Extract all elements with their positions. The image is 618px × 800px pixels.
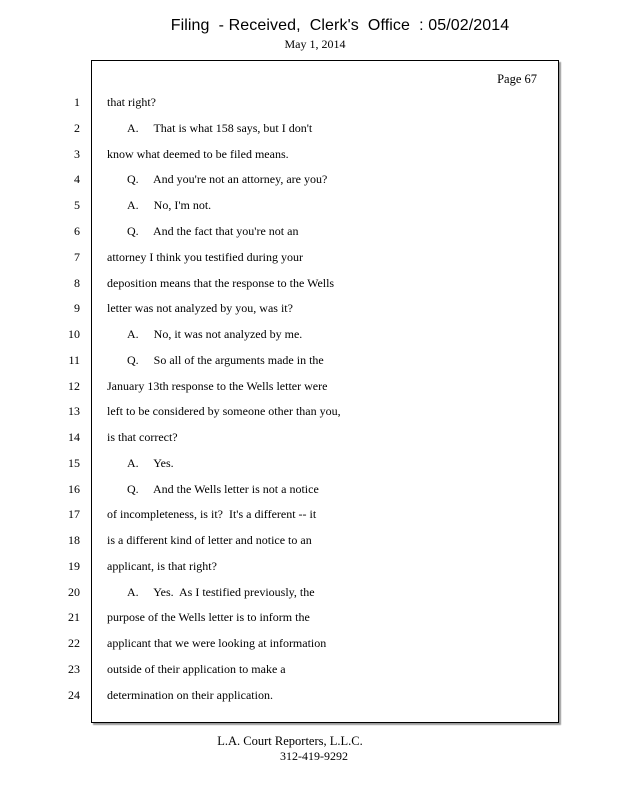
- transcript-line: A. No, it was not analyzed by me.: [127, 327, 303, 341]
- transcript-line: of incompleteness, is it? It's a different -- it: [107, 507, 317, 521]
- transcript-line: attorney I think you testified during your: [107, 250, 303, 264]
- line-number: 2: [74, 121, 80, 135]
- line-number: 14: [68, 430, 80, 444]
- transcript-line: is that correct?: [107, 430, 178, 444]
- transcript-line: A. Yes. As I testified previously, the: [127, 585, 315, 599]
- transcript-line: January 13th response to the Wells letter were: [107, 379, 328, 393]
- transcript-line: applicant, is that right?: [107, 559, 217, 573]
- line-number: 1: [74, 95, 80, 109]
- line-number: 10: [68, 327, 80, 341]
- line-number: 19: [68, 559, 80, 573]
- line-number: 13: [68, 404, 80, 418]
- hearing-date: May 1, 2014: [284, 37, 346, 51]
- line-number: 6: [74, 224, 80, 238]
- line-number: 22: [68, 636, 80, 650]
- reporter-company: L.A. Court Reporters, L.L.C.: [217, 734, 363, 748]
- line-number: 24: [68, 688, 80, 702]
- line-number: 11: [68, 353, 80, 367]
- transcript-line: outside of their application to make a: [107, 662, 286, 676]
- line-number: 15: [68, 456, 80, 470]
- transcript-line: applicant that we were looking at information: [107, 636, 327, 650]
- transcript-line: A. Yes.: [127, 456, 174, 470]
- line-number: 5: [74, 198, 80, 212]
- line-number: 8: [74, 276, 80, 290]
- transcript-line: deposition means that the response to the Wells: [107, 276, 335, 290]
- line-number: 23: [68, 662, 80, 676]
- transcript-line: A. That is what 158 says, but I don't: [127, 121, 313, 135]
- line-number: 7: [74, 250, 80, 264]
- transcript-line: Q. And the fact that you're not an: [127, 224, 299, 238]
- page-number: Page 67: [497, 72, 537, 86]
- line-number: 18: [68, 533, 80, 547]
- transcript-line: Q. So all of the arguments made in the: [127, 353, 324, 367]
- transcript-line: letter was not analyzed by you, was it?: [107, 301, 293, 315]
- line-number: 12: [68, 379, 80, 393]
- line-number: 16: [68, 482, 80, 496]
- filing-stamp: Filing - Received, Clerk's Office : 05/02/2014: [170, 17, 510, 34]
- line-number: 20: [68, 585, 80, 599]
- transcript-line: Q. And you're not an attorney, are you?: [127, 172, 328, 186]
- transcript-line: purpose of the Wells letter is to inform the: [107, 610, 310, 624]
- transcript-line: Q. And the Wells letter is not a notice: [127, 482, 319, 496]
- reporter-phone: 312-419-9292: [280, 749, 348, 763]
- line-number: 4: [74, 172, 80, 186]
- transcript-line: left to be considered by someone other than you,: [107, 404, 341, 418]
- transcript-line: that right?: [107, 95, 156, 109]
- line-number: 21: [68, 610, 80, 624]
- transcript-line: is a different kind of letter and notice to an: [107, 533, 312, 547]
- line-number: 9: [74, 301, 80, 315]
- transcript-line: A. No, I'm not.: [127, 198, 212, 212]
- line-number: 17: [68, 507, 80, 521]
- transcript-line: know what deemed to be filed means.: [107, 147, 289, 161]
- line-number: 3: [74, 147, 80, 161]
- transcript-line: determination on their application.: [107, 688, 273, 702]
